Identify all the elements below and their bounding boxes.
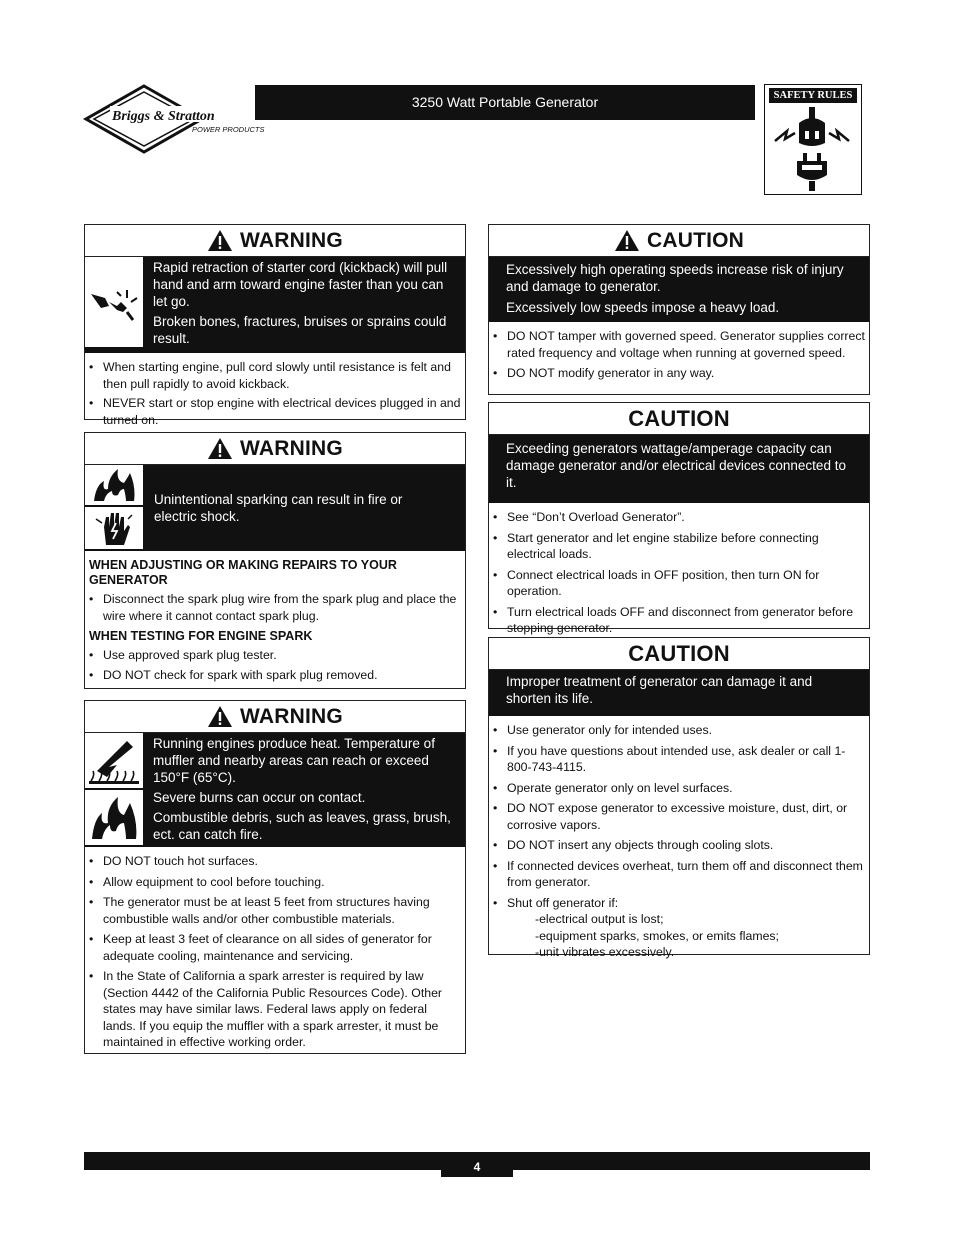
- sub-item: -electrical output is lost;: [535, 912, 664, 926]
- list-item: • DO NOT expose generator to excessive moisture, dust, dirt, or corrosive vapors.: [507, 800, 865, 833]
- warning-heat-hazard: [85, 733, 465, 847]
- hazard-text: Running engines produce heat. Temperature of muffler and nearby areas can reach or exceed 150°F (65°C).: [153, 736, 435, 785]
- caution-speed-hazard: [489, 257, 869, 322]
- list-item: • The generator must be at least 5 feet from structures having combustible walls and/or other combustible materials.: [103, 894, 461, 927]
- list-item: • If you have questions about intended use, ask dealer or call 1-800-743-4115.: [507, 743, 865, 776]
- caution-treatment-box: [488, 637, 870, 959]
- list-item: • Disconnect the spark plug wire from the spark plug and place the wire where it cannot contact spark plug.: [103, 591, 461, 624]
- plug-icon: [765, 103, 859, 191]
- hazard-text: Excessively high operating speeds increase risk of injury and damage to generator.: [506, 262, 844, 294]
- list-item: • Keep at least 3 feet of clearance on all sides of generator for adequate cooling, maintenance and servicing.: [103, 931, 461, 964]
- warning-triangle-icon: [614, 229, 640, 252]
- brand-name: Briggs & Stratton: [112, 109, 215, 124]
- list-item: [507, 895, 865, 961]
- brand-logo: [84, 84, 265, 154]
- electric-shock-icon: [85, 507, 147, 551]
- warning-triangle-icon: [207, 229, 233, 252]
- sub-item: -equipment sparks, smokes, or emits flames;: [535, 928, 779, 943]
- warning-sparking-hazard: [85, 465, 465, 551]
- page-number: 4: [441, 1152, 513, 1177]
- warning-triangle-icon: [207, 437, 233, 460]
- safety-rules-badge: [764, 84, 862, 195]
- warning-heat-title: WARNING: [85, 701, 465, 733]
- caution-speed-title: CAUTION: [489, 225, 869, 257]
- list-item: • If connected devices overheat, turn them off and disconnect them from generator.: [507, 858, 865, 891]
- fire-icon: [85, 465, 147, 507]
- kickback-icon: [85, 257, 147, 349]
- list-item: • DO NOT touch hot surfaces.: [103, 853, 461, 870]
- list-item: • DO NOT insert any objects through cooling slots.: [507, 837, 865, 854]
- sub-item: -unit vibrates excessively.: [535, 945, 675, 959]
- safety-rules-label: SAFETY RULES: [769, 88, 857, 103]
- caution-treatment-title: CAUTION: [489, 638, 869, 670]
- list-item: • DO NOT check for spark with spark plug removed.: [103, 667, 461, 684]
- section-heading: WHEN TESTING FOR ENGINE SPARK: [89, 629, 313, 643]
- warning-heat-box: [84, 700, 466, 1054]
- warning-sparking-title: WARNING: [85, 433, 465, 465]
- caution-overload-title: CAUTION: [489, 403, 869, 435]
- hazard-text: Unintentional sparking can result in fire or electric shock.: [154, 492, 403, 524]
- brand-sub: POWER PRODUCTS: [192, 125, 265, 134]
- list-item: • See “Don’t Overload Generator”.: [507, 509, 865, 526]
- list-item: • Turn electrical loads OFF and disconnect from generator before stopping generator.: [507, 604, 865, 637]
- section-heading: WHEN ADJUSTING OR MAKING REPAIRS TO YOUR GENERATOR: [89, 558, 397, 587]
- hazard-text: Broken bones, fractures, bruises or sprains could result.: [153, 314, 447, 346]
- caution-treatment-hazard: [489, 670, 869, 716]
- document-title: 3250 Watt Portable Generator: [255, 85, 755, 120]
- list-item: • DO NOT modify generator in any way.: [507, 365, 865, 382]
- hazard-text: Combustible debris, such as leaves, grass, brush, ect. can catch fire.: [153, 810, 451, 842]
- list-item: • When starting engine, pull cord slowly until resistance is felt and then pull rapidly to avoid kickback.: [103, 359, 461, 392]
- caution-overload-hazard: [489, 435, 869, 503]
- warning-kickback-hazard: [85, 257, 465, 353]
- list-item: • DO NOT tamper with governed speed. Generator supplies correct rated frequency and voltage when running at governed speed.: [507, 328, 865, 361]
- list-item: • Connect electrical loads in OFF position, then turn ON for operation.: [507, 567, 865, 600]
- warning-kickback-box: [84, 224, 466, 427]
- warning-sparking-box: [84, 432, 466, 689]
- list-item: • In the State of California a spark arrester is required by law (Section 4442 of the California Public Resources Code). Other states may have similar laws. Federal laws apply on federal lands. If you equip the muffler with a spark arrester, it must be maintained in effective working order.: [103, 968, 461, 1051]
- hazard-text: Severe burns can occur on contact.: [153, 790, 366, 805]
- hazard-text: Excessively low speeds impose a heavy load.: [506, 300, 780, 315]
- hazard-text: Rapid retraction of starter cord (kickback) will pull hand and arm toward engine faster than you can let go.: [153, 260, 448, 309]
- list-item: • NEVER start or stop engine with electrical devices plugged in and turned on.: [103, 395, 461, 428]
- warning-kickback-title: WARNING: [85, 225, 465, 257]
- caution-speed-box: [488, 224, 870, 395]
- list-item: • Start generator and let engine stabilize before connecting electrical loads.: [507, 530, 865, 563]
- list-item: • Use generator only for intended uses.: [507, 722, 865, 739]
- caution-overload-box: [488, 402, 870, 635]
- hazard-text: Improper treatment of generator can damage it and shorten its life.: [506, 674, 813, 706]
- hazard-text: Exceeding generators wattage/amperage capacity can damage generator and/or electrical devices connected to it.: [506, 441, 846, 490]
- warning-triangle-icon: [207, 705, 233, 728]
- list-item: • Operate generator only on level surfaces.: [507, 780, 865, 797]
- list-item: • Use approved spark plug tester.: [103, 647, 461, 664]
- hot-surface-icon: [85, 733, 147, 790]
- list-item: • Allow equipment to cool before touching.: [103, 874, 461, 891]
- fire-icon: [85, 790, 147, 847]
- list-item-text: Shut off generator if:: [507, 895, 619, 910]
